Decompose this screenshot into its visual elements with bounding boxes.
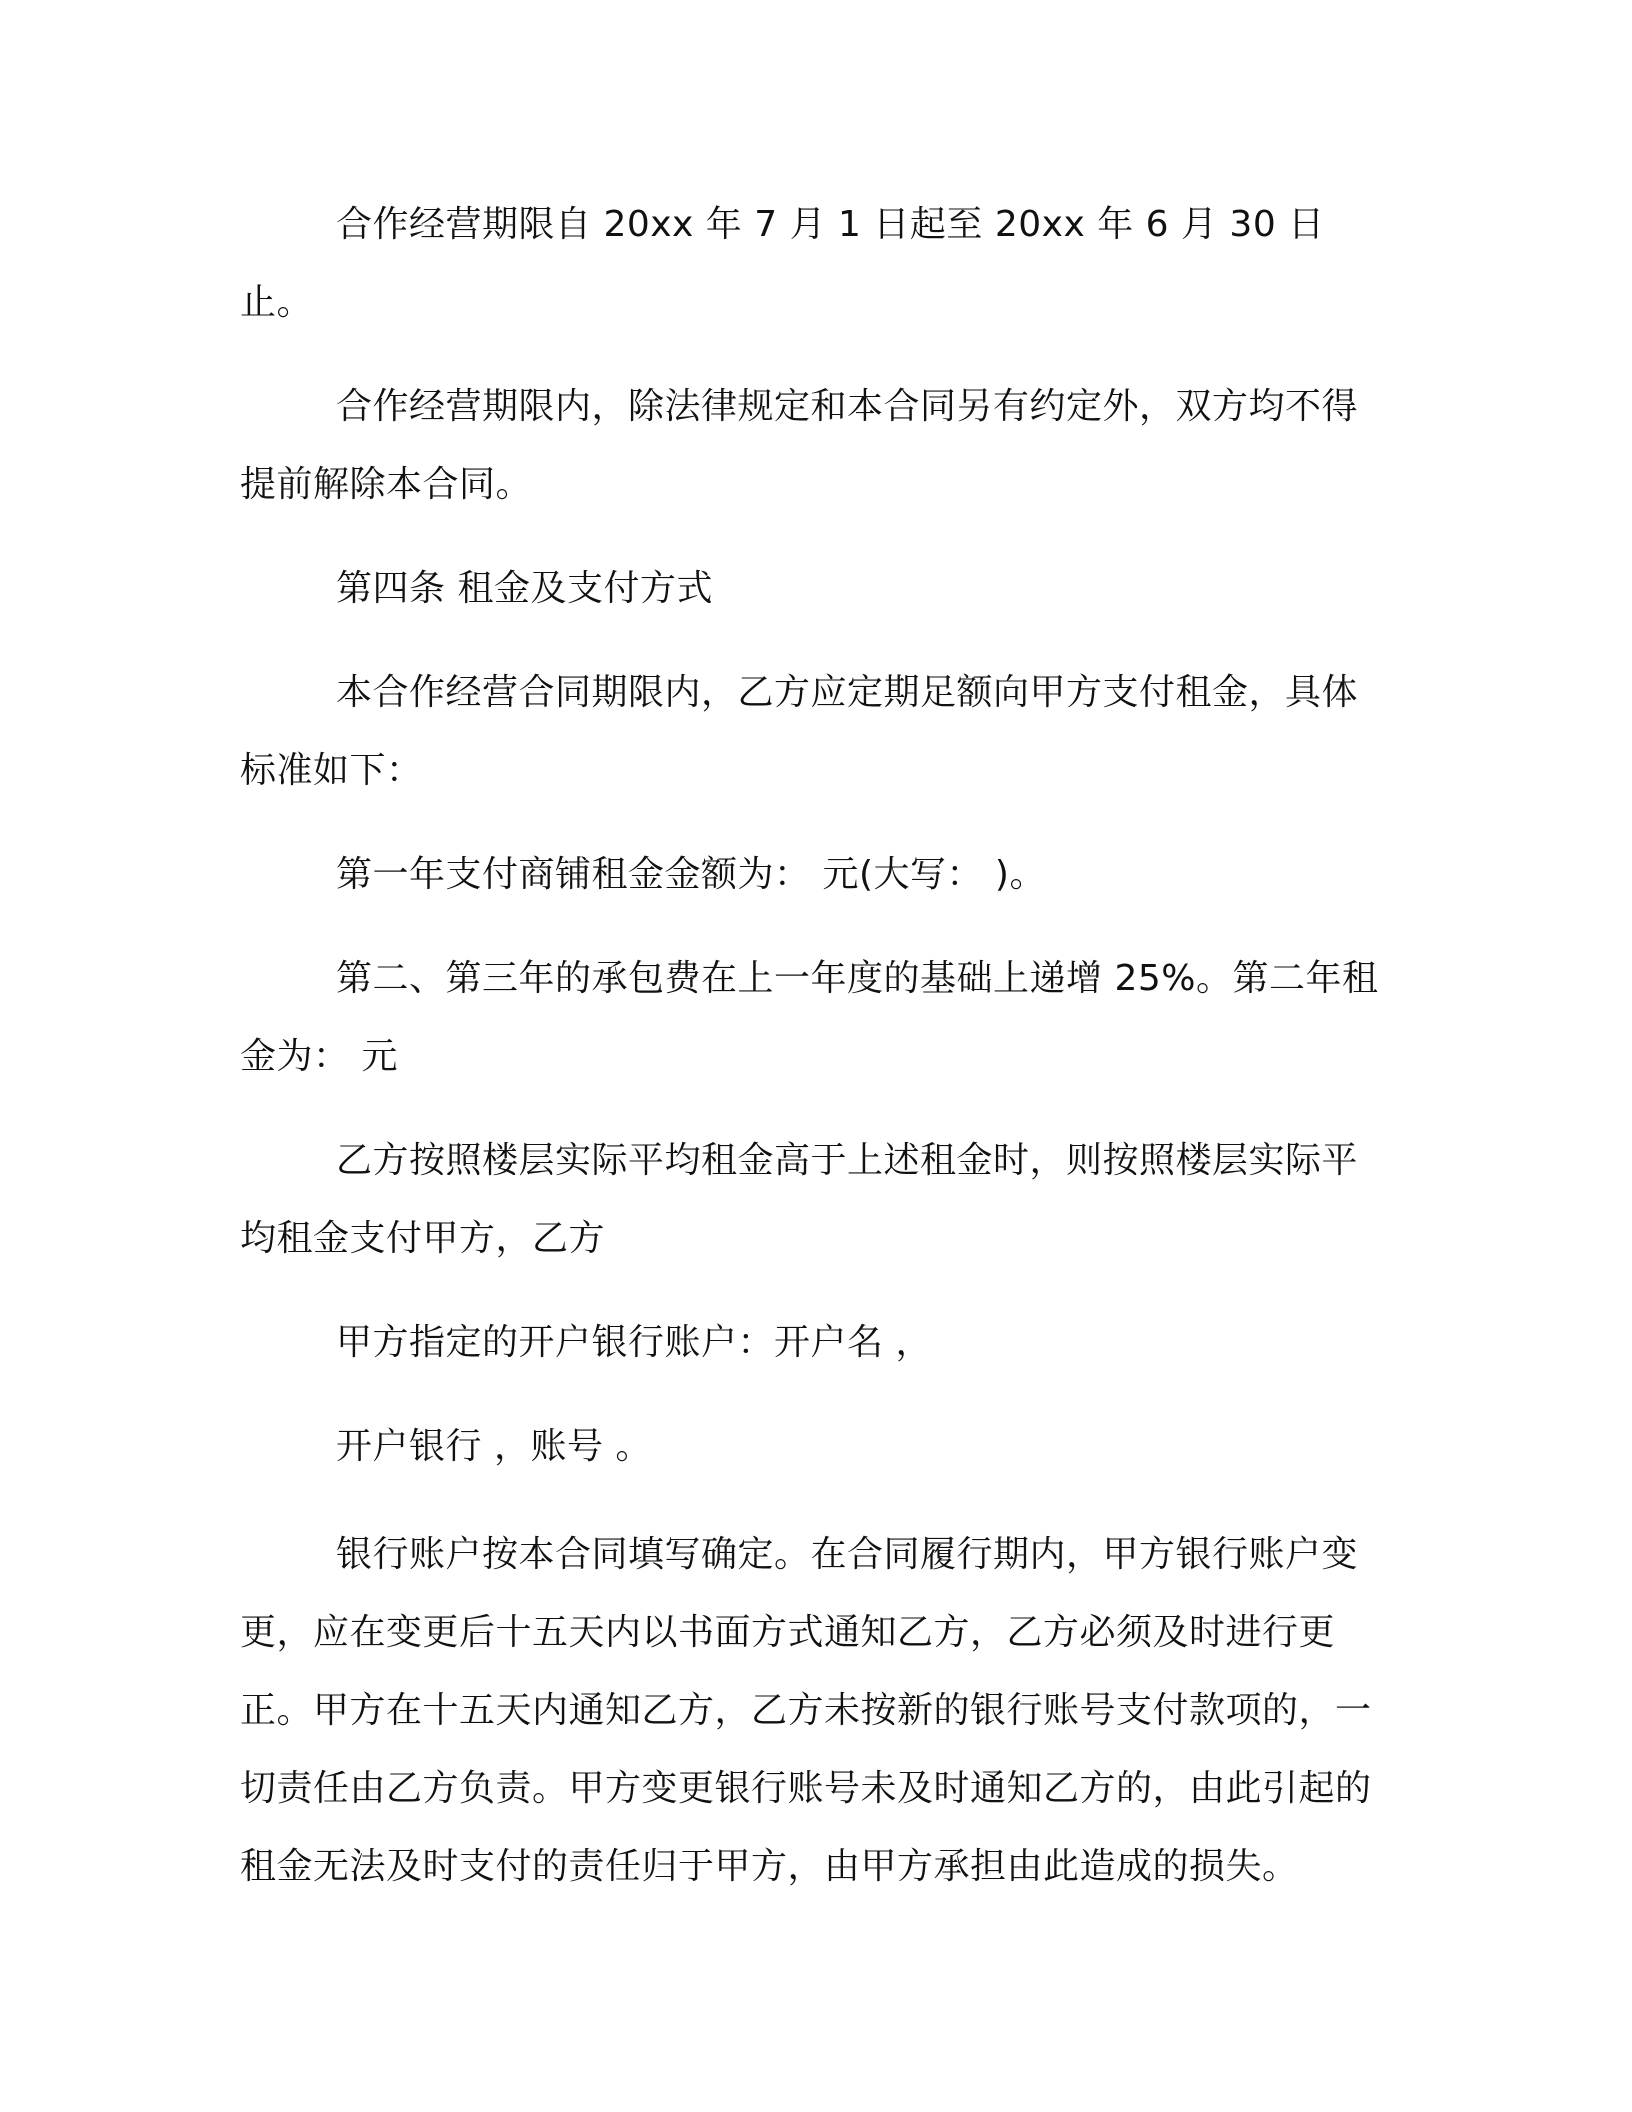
paragraph-bank-account-name: 甲方指定的开户银行账户：开户名 ， bbox=[336, 1322, 932, 1363]
paragraph-first-year-rent: 第一年支付商铺租金金额为： 元(大写： )。 bbox=[336, 854, 1046, 895]
paragraph-average-rent: 乙方按照楼层实际平均租金高于上述租金时，则按照楼层实际平均租金支付甲方，乙方 bbox=[240, 1140, 1359, 1259]
paragraph-bank-account-change: 银行账户按本合同填写确定。在合同履行期内，甲方银行账户变更，应在变更后十五天内以书面方式通知乙方，乙方必须及时进行更正。甲方在十五天内通知乙方，乙方未按新的银行账号支付款项的，一切责任由乙方负责。甲方变更银行账号未及时通知乙方的，由此引起的租金无法及时支付的责任归于甲方，由甲方承担由此造成的损失。 bbox=[240, 1534, 1372, 1887]
paragraph-rent-payment: 本合作经营合同期限内，乙方应定期足额向甲方支付租金，具体标准如下： bbox=[240, 672, 1359, 791]
paragraph-bank-and-number: 开户银行 ，账号 。 bbox=[336, 1426, 652, 1467]
document-body bbox=[240, 186, 1380, 1906]
paragraph-rent-increase: 第二、第三年的承包费在上一年度的基础上递增 25%。第二年租金为： 元 bbox=[240, 958, 1379, 1077]
paragraph-no-early-termination: 合作经营期限内，除法律规定和本合同另有约定外，双方均不得提前解除本合同。 bbox=[240, 386, 1359, 505]
paragraph-term-dates: 合作经营期限自 20xx 年 7 月 1 日起至 20xx 年 6 月 30 日止。 bbox=[240, 204, 1325, 323]
section-heading-article-4: 第四条 租金及支付方式 bbox=[336, 568, 713, 609]
